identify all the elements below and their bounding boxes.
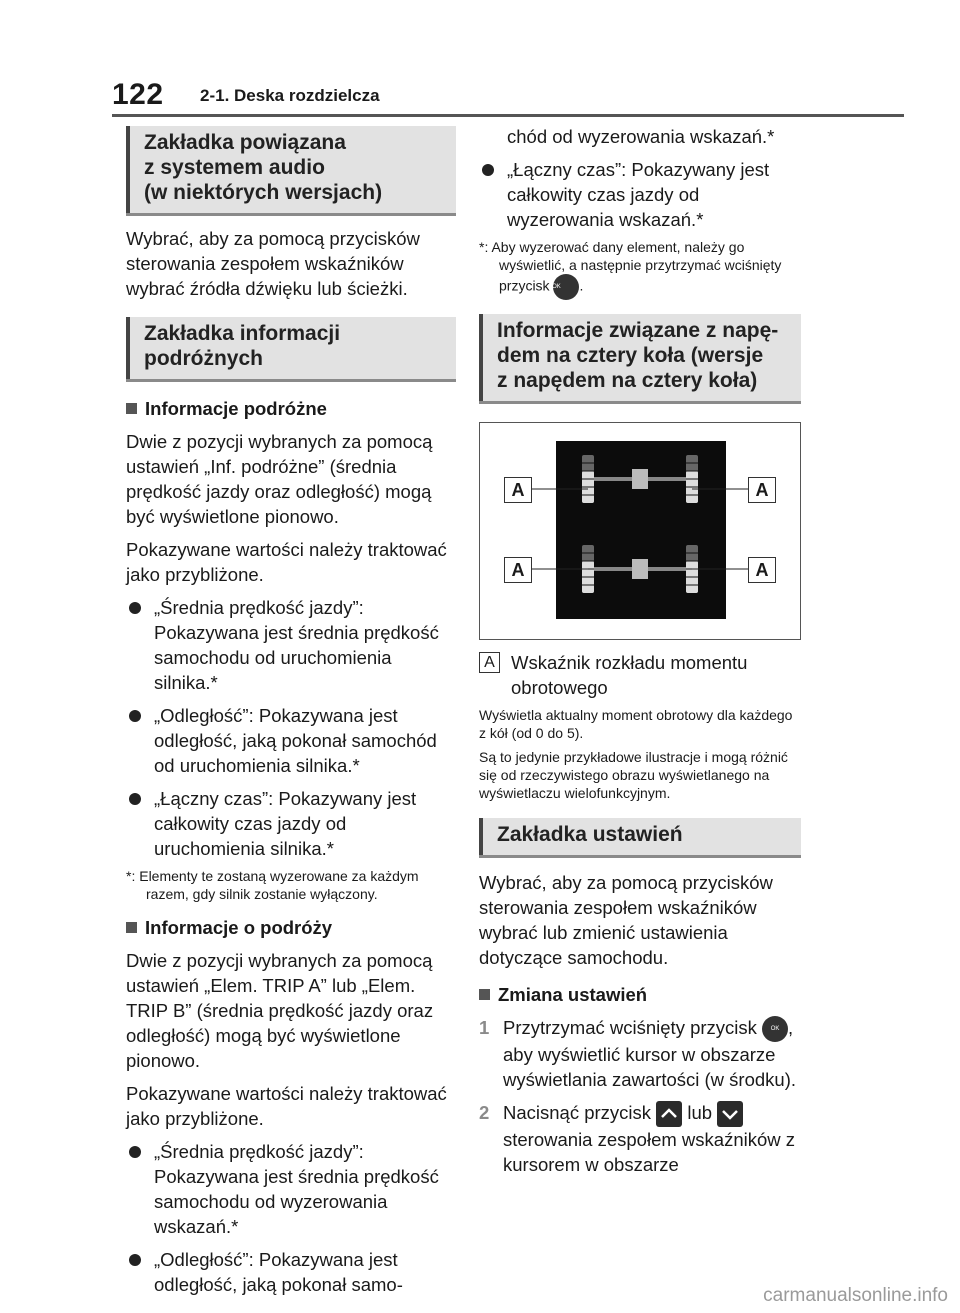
subheading-change-settings bbox=[479, 982, 801, 1007]
bullet-item bbox=[126, 1247, 456, 1297]
callout-label-a: A bbox=[748, 477, 776, 503]
bullet-icon bbox=[129, 1254, 141, 1266]
bullet-text: „Średnia prędkość jazdy”: Pokazywana jest średnia prędkość samochodu od wyzerowania wskazań.* bbox=[154, 1141, 439, 1237]
heading-audio-tab bbox=[126, 126, 456, 216]
bullet-icon bbox=[129, 710, 141, 722]
bullet-item bbox=[126, 786, 456, 861]
step-text: , aby wyświetlić kursor w obszarze wyświetlania zawartości (w środku). bbox=[503, 1017, 797, 1091]
paragraph: Pokazywane wartości należy traktować jako przybliżone. bbox=[126, 539, 447, 585]
bullet-text: „Łączny czas”: Pokazywany jest całkowity czas jazdy od wyzerowania wskazań.* bbox=[507, 159, 770, 230]
bullet-continuation: chód od wyzerowania wskazań.* bbox=[507, 126, 775, 147]
legend-text: Wskaźnik rozkładu momentu obrotowego bbox=[511, 652, 748, 698]
bullet-text: „Odległość”: Pokazywana jest odległość, jaką pokonał samochód od uruchomienia silnika.* bbox=[154, 705, 437, 776]
bullet-text: „Odległość”: Pokazywana jest odległość, jaką pokonał samo- bbox=[154, 1249, 403, 1295]
down-arrow-button-icon bbox=[717, 1101, 743, 1127]
footer-watermark: carmanualsonline.info bbox=[763, 1285, 948, 1306]
section-title: 2-1. Deska rozdzielcza bbox=[200, 86, 380, 105]
bullet-icon bbox=[129, 602, 141, 614]
heading-4wd bbox=[479, 314, 801, 404]
step-1 bbox=[479, 1015, 801, 1092]
paragraph-audio: Wybrać, aby za pomocą przycisków sterowania zespołem wskaźników wybrać źródła dźwięku lub ścieżki. bbox=[126, 228, 420, 299]
header-rule bbox=[112, 114, 904, 117]
up-arrow-button-icon bbox=[656, 1101, 682, 1127]
step-2 bbox=[479, 1100, 801, 1177]
heading-line: podróżnych bbox=[144, 347, 263, 370]
heading-line: Zakładka ustawień bbox=[497, 823, 683, 846]
heading-line: Informacje związane z napę- bbox=[497, 319, 779, 342]
bullet-icon bbox=[129, 1146, 141, 1158]
heading-line: dem na cztery koła (wersje bbox=[497, 344, 764, 367]
step-text: Przytrzymać wciśnięty przycisk bbox=[503, 1017, 757, 1038]
bullet-icon bbox=[129, 793, 141, 805]
subheading-text: Zmiana ustawień bbox=[498, 984, 648, 1005]
heading-line: (w niektórych wersjach) bbox=[144, 181, 383, 204]
bullet-item bbox=[126, 1139, 456, 1239]
paragraph: Pokazywane wartości należy traktować jako przybliżone. bbox=[126, 1083, 447, 1129]
figure-legend bbox=[479, 650, 801, 700]
torque-distribution-figure bbox=[479, 422, 801, 640]
footnote bbox=[479, 238, 801, 300]
legend-label-a: A bbox=[479, 652, 500, 673]
bullet-text: „Łączny czas”: Pokazywany jest całkowity czas jazdy od uruchomienia silnika.* bbox=[154, 788, 417, 859]
callout-label-a: A bbox=[504, 557, 532, 583]
subheading-trip bbox=[126, 915, 456, 940]
step-number: 2 bbox=[479, 1102, 490, 1124]
footnote-text: *: Aby wyzerować dany element, należy go wyświetlić, a następnie przytrzymać wciśnięty przycisk bbox=[479, 239, 782, 294]
paragraph-settings: Wybrać, aby za pomocą przycisków sterowania zespołem wskaźników wybrać lub zmienić ustawienia dotyczące samochodu. bbox=[479, 872, 773, 968]
bullet-text: „Średnia prędkość jazdy”: Pokazywana jest średnia prędkość samochodu od uruchomienia silnika.* bbox=[154, 597, 439, 693]
right-column bbox=[479, 124, 801, 1177]
bullet-item bbox=[126, 703, 456, 778]
heading-line: z systemem audio bbox=[144, 156, 325, 179]
callout-lines bbox=[480, 423, 800, 639]
heading-trip-tab bbox=[126, 317, 456, 382]
heading-settings-tab bbox=[479, 818, 801, 858]
subheading-trip-info bbox=[126, 396, 456, 421]
step-text: Nacisnąć przycisk bbox=[503, 1102, 652, 1124]
heading-line: Zakładka informacji bbox=[144, 322, 341, 345]
ok-button-icon: OK bbox=[762, 1016, 788, 1042]
callout-label-a: A bbox=[504, 477, 532, 503]
square-bullet-icon bbox=[479, 989, 490, 1000]
small-text: Są to jedynie przykładowe ilustracje i mogą różnić się od rzeczywistego obrazu wyświetlanego na wyświetlaczu wielofunkcyjnym. bbox=[479, 749, 788, 801]
footnote: *: Elementy te zostaną wyzerowane za każdym razem, gdy silnik zostanie wyłączony. bbox=[126, 868, 419, 902]
step-number: 1 bbox=[479, 1017, 490, 1038]
paragraph: Dwie z pozycji wybranych za pomocą ustawień „Elem. TRIP A” lub „Elem. TRIP B” (średnia prędkość jazdy oraz odległość) mogą być wyświetlone pionowo. bbox=[126, 950, 434, 1071]
left-column bbox=[126, 126, 456, 1297]
footnote-end: . bbox=[579, 277, 584, 294]
ok-button-icon: OK bbox=[553, 274, 579, 300]
page-number: 122 bbox=[112, 78, 164, 111]
paragraph: Dwie z pozycji wybranych za pomocą ustawień „Inf. podróżne” (średnia prędkość jazdy oraz odległość) mogą być wyświetlone pionowo. bbox=[126, 431, 433, 527]
bullet-item bbox=[479, 157, 801, 232]
small-text: Wyświetla aktualny moment obrotowy dla każdego z kół (od 0 do 5). bbox=[479, 707, 793, 741]
bullet-item bbox=[126, 595, 456, 695]
callout-label-a: A bbox=[748, 557, 776, 583]
heading-line: Zakładka powiązana bbox=[144, 131, 346, 154]
square-bullet-icon bbox=[126, 922, 137, 933]
subheading-text: Informacje o podróży bbox=[145, 917, 333, 938]
step-text: lub bbox=[687, 1102, 713, 1124]
subheading-text: Informacje podróżne bbox=[145, 398, 327, 419]
square-bullet-icon bbox=[126, 403, 137, 414]
heading-line: z napędem na cztery koła) bbox=[497, 369, 758, 392]
bullet-icon bbox=[482, 164, 494, 176]
step-text: sterowania zespołem wskaźników z kursorem w obszarze bbox=[503, 1129, 796, 1176]
